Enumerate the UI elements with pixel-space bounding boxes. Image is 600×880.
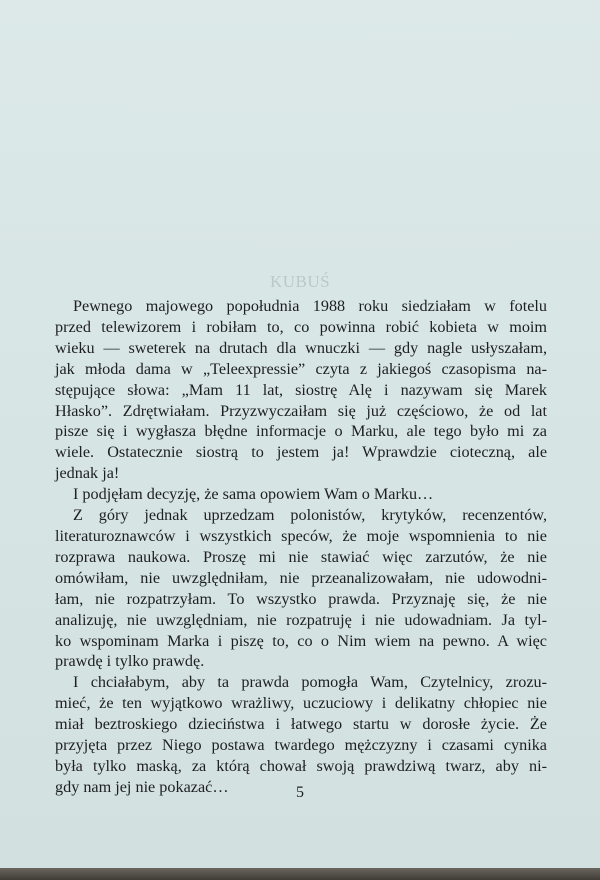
text-line: gdy nam jej nie pokazać… <box>55 777 229 796</box>
text-line: łam, nie rozpatrzyłam. To wszystko prawda. Przyznaję się, że nie <box>55 589 547 608</box>
text-line: wiele. Ostatecznie siostrą to jestem ja! Wprawdzie cioteczną, ale <box>55 443 547 462</box>
text-line: omówiłam, nie uwzględniłam, nie przeanalizowałam, nie udowodni- <box>55 568 547 587</box>
page-number: 5 <box>296 784 304 801</box>
text-line: Pewnego majowego popołudnia 1988 roku siedziałam w fotelu <box>73 297 547 315</box>
text-line: mieć, że ten wyjątkowo wrażliwy, uczuciowy i delikatny chłopiec nie <box>55 694 547 713</box>
body-text <box>55 296 547 798</box>
text-line: była tylko maską, za którą chował swoją prawdziwą twarz, aby ni- <box>55 756 547 775</box>
text-line: I chciałabym, aby ta prawda pomogła Wam, Czytelnicy, zrozu- <box>73 673 547 692</box>
text-line: literaturoznawców i wszystkich speców, że moje wspomnienia to nie <box>55 526 547 545</box>
text-line: wieku — sweterek na drutach dla wnuczki — gdy nagle usłyszałam, <box>55 338 547 357</box>
text-line: ko wspominam Marka i piszę to, co o Nim wiem na pewno. A więc <box>55 631 547 650</box>
text-line: jednak ja! <box>55 464 120 483</box>
text-line: miał beztroskiego dzieciństwa i łatwego startu w dorosłe życie. Że <box>55 715 547 734</box>
text-line: jak młoda dama w „Teleexpressie” czyta z jakiegoś czasopisma na- <box>55 359 547 378</box>
text-line: I podjęłam decyzję, że sama opowiem Wam o Marku… <box>73 485 434 504</box>
text-line: przed telewizorem i robiłam to, co powinna robić kobieta w moim <box>55 317 547 336</box>
text-line: prawdę i tylko prawdę. <box>55 652 205 671</box>
text-line: analizuję, nie uwzględniam, nie rozpatruję i nie udowadniam. Ja tyl- <box>55 610 547 629</box>
text-line: rozprawa naukowa. Proszę mi nie stawiać więc zarzutów, że nie <box>55 547 547 566</box>
text-line: pisze się i wygłasza błędne informacje o Marku, ale tego było mi za <box>55 422 547 441</box>
text-line: Hłasko”. Zdrętwiałam. Przyzwyczaiłam się już częściowo, że od lat <box>55 401 547 420</box>
chapter-title: KUBUŚ <box>269 272 331 291</box>
text-line: Z góry jednak uprzedzam polonistów, krytyków, recenzentów, <box>73 506 547 525</box>
page-edge-shadow <box>0 868 600 880</box>
text-line: przyjęta przez Niego postawa twardego mężczyzny i czasami cynika <box>55 736 547 755</box>
text-line: stępujące słowa: „Mam 11 lat, siostrę Alę i nazywam się Marek <box>55 380 547 399</box>
